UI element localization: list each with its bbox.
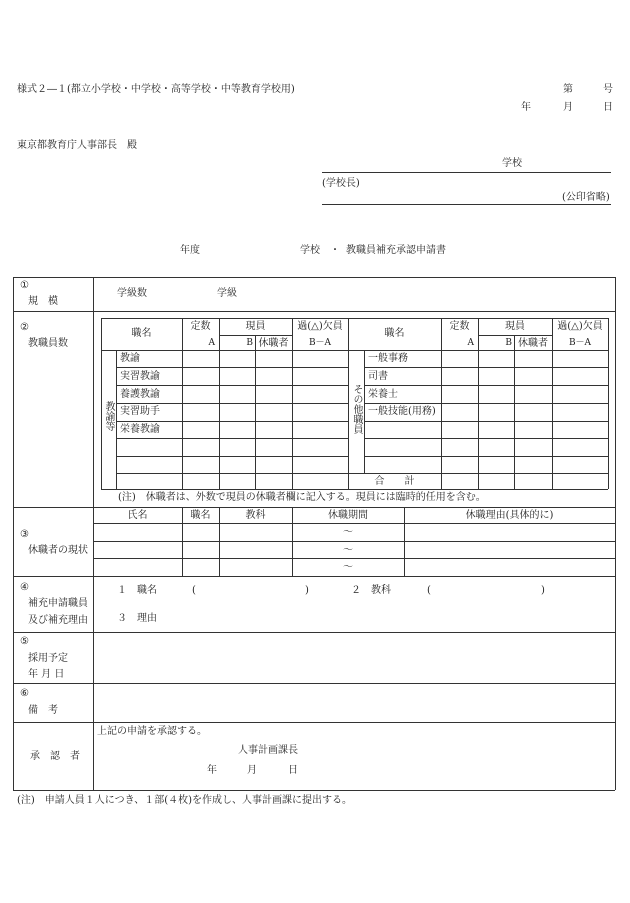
hdr-b-right: B (505, 338, 512, 348)
title-school: 学校 (300, 245, 320, 256)
title-nendo: 年度 (180, 245, 200, 256)
hdr-a-right: A (467, 338, 474, 348)
principal-label: (学校長) (322, 178, 360, 189)
row-ippan-ginou: 一般技能(用務) (368, 406, 436, 417)
item-kyouka: ２ 教科 (351, 585, 391, 596)
row-jisshu-joshu: 実習助手 (120, 406, 160, 417)
row-kyouyu: 教諭 (120, 353, 140, 364)
hdr-genin-right: 現員 (505, 321, 525, 332)
hdr-shokumei-left: 職名 (131, 328, 152, 339)
paren-close-2: ) (541, 585, 545, 596)
col-name: 氏名 (127, 510, 148, 521)
hdr-genin-left: 現員 (245, 321, 266, 332)
row-total: 合 計 (374, 476, 415, 487)
item-reason: ３ 理由 (117, 613, 157, 624)
col-period: 休職期間 (328, 510, 368, 521)
footer-note: (注) 申請人員１人につき、１部(４枚)を作成し、人事計画課に提出する。 (17, 795, 353, 806)
date-day: 日 (603, 102, 613, 113)
class-unit: 学級 (217, 288, 237, 299)
sec2-label: 教職員数 (28, 338, 68, 349)
paren-open-1: ( (192, 585, 196, 596)
approval-month: 月 (247, 765, 257, 776)
sec5-num: ⑤ (20, 636, 29, 647)
hdr-ketsuin-right: 過(△)欠員 (557, 321, 603, 332)
row-yougo-kyouyu: 養護教諭 (120, 389, 160, 400)
item-shokumei: １ 職名 (117, 585, 157, 596)
period-tilde-1: ～ (343, 527, 353, 538)
col-kyouka: 教科 (245, 510, 266, 521)
sec4-label-1: 補充申請職員 (28, 598, 88, 609)
title-dot: ・ (330, 245, 340, 256)
sec6-num: ⑥ (20, 688, 29, 699)
approval-text: 上記の申請を承認する。 (97, 726, 207, 737)
row-eiyou-kyouyu: 栄養教諭 (120, 424, 160, 435)
row-ippan-jimu: 一般事務 (368, 353, 408, 364)
approval-label: 承 認 者 (30, 751, 80, 762)
school-label: 学校 (502, 158, 522, 169)
approval-year: 年 (207, 765, 217, 776)
row-eiyoushi: 栄養士 (368, 389, 398, 400)
hdr-ba-right: B－A (568, 338, 592, 348)
sec1-label: 規 模 (28, 296, 58, 307)
col-reason: 休職理由(具体的に) (465, 510, 554, 521)
paren-close-1: ) (305, 585, 309, 596)
hdr-kyushoku-left: 休職者 (258, 338, 289, 349)
row-shisho: 司書 (368, 371, 388, 382)
seal-note: (公印省略) (562, 192, 610, 203)
group-other-staff: その他職員 (351, 384, 362, 434)
hdr-ketsuin-left: 過(△)欠員 (297, 321, 343, 332)
number-gou: 号 (603, 84, 613, 95)
number-dai: 第 (563, 84, 573, 95)
approval-day: 日 (288, 765, 298, 776)
sec6-label: 備 考 (28, 705, 58, 716)
period-tilde-2: ～ (343, 545, 353, 556)
form-id: 様式２―１(都立小学校・中学校・高等学校・中等教育学校用) (17, 84, 295, 95)
date-month: 月 (563, 102, 573, 113)
date-year: 年 (521, 102, 531, 113)
hdr-teisu-right: 定数 (449, 321, 470, 332)
sec5-label-2: 年 月 日 (28, 669, 65, 680)
hdr-ba-left: B－A (308, 338, 332, 348)
row-jisshu-kyouyu: 実習教諭 (120, 371, 160, 382)
hdr-b-left: B (246, 338, 253, 348)
sec5-label-1: 採用予定 (28, 653, 68, 664)
approval-dept: 人事計画課長 (238, 745, 298, 756)
group-kyouyu: 教諭等 (103, 401, 114, 431)
hdr-shokumei-right: 職名 (384, 328, 405, 339)
paren-open-2: ( (427, 585, 431, 596)
hdr-teisu-left: 定数 (190, 321, 211, 332)
col-shokumei: 職名 (190, 510, 211, 521)
sec2-num: ② (20, 322, 29, 333)
page-title: 教職員補充承認申請書 (346, 245, 446, 256)
sec4-label-2: 及び補充理由 (28, 615, 88, 626)
hdr-a-left: A (208, 338, 215, 348)
sec4-num: ④ (20, 582, 29, 593)
sec3-num: ③ (20, 529, 29, 540)
school-line (322, 172, 611, 173)
hdr-kyushoku-right: 休職者 (518, 338, 548, 349)
period-tilde-3: ～ (343, 562, 353, 573)
principal-line (322, 204, 611, 205)
class-count-label: 学級数 (117, 288, 147, 299)
sec3-label: 休職者の現状 (28, 545, 88, 556)
sec2-note: (注) 休職者は、外数で現員の休職者欄に記入する。現員には臨時的任用を含む。 (118, 492, 486, 503)
sec1-num: ① (20, 280, 29, 291)
addressee: 東京都教育庁人事部長 殿 (17, 140, 137, 151)
